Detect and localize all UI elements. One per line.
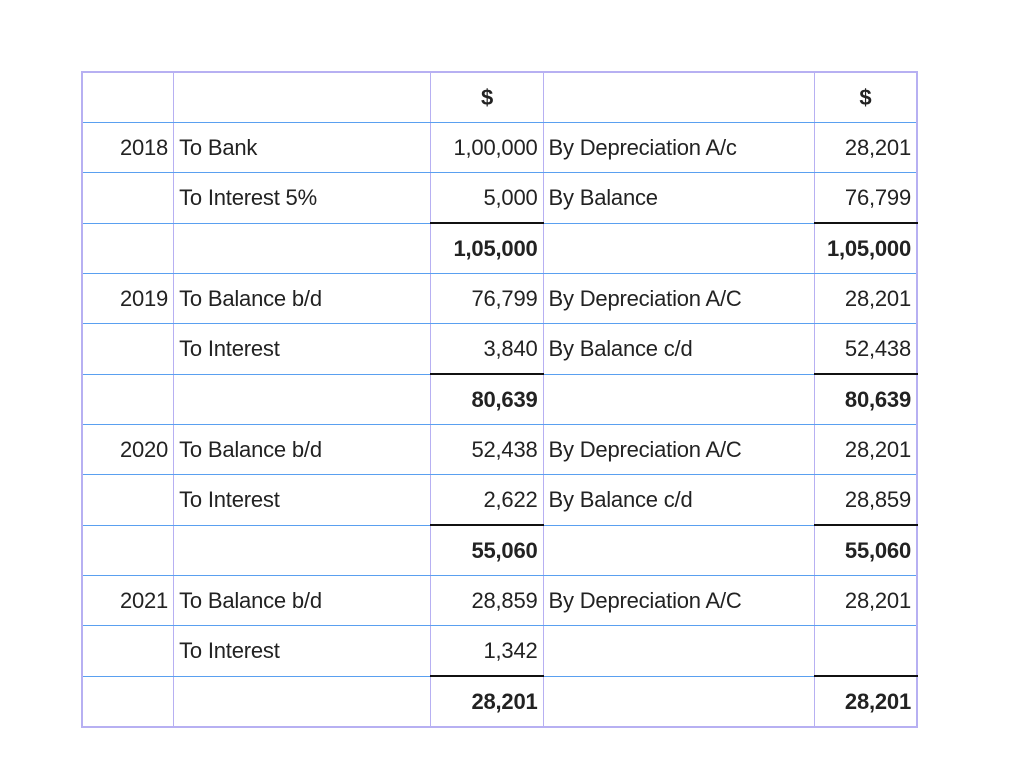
credit-particular-cell: By Balance	[543, 173, 814, 224]
year-cell: 2020	[82, 425, 174, 475]
credit-particular-cell: By Balance c/d	[543, 475, 814, 526]
debit-amount-cell: 1,05,000	[431, 223, 543, 274]
debit-particular-cell	[174, 223, 431, 274]
year-cell	[82, 676, 174, 727]
table-row	[82, 626, 917, 677]
year-cell	[82, 626, 174, 677]
debit-amount-cell: 80,639	[431, 374, 543, 425]
debit-amount-cell: 2,622	[431, 475, 543, 526]
total-row	[82, 223, 917, 274]
table-row	[82, 173, 917, 224]
debit-particular-cell	[174, 374, 431, 425]
year-cell	[82, 525, 174, 576]
total-row	[82, 525, 917, 576]
year-cell	[82, 475, 174, 526]
table-row	[82, 425, 917, 475]
credit-particular-cell: By Depreciation A/C	[543, 576, 814, 626]
credit-amount-cell: 28,201	[814, 576, 917, 626]
ledger-body	[82, 72, 917, 727]
table-row	[82, 324, 917, 375]
credit-amount-cell: 28,201	[814, 123, 917, 173]
credit-particular-cell	[543, 676, 814, 727]
header-year-cell	[82, 72, 174, 123]
credit-amount-cell: 28,201	[814, 274, 917, 324]
debit-particular-cell	[174, 676, 431, 727]
debit-particular-cell: To Interest	[174, 475, 431, 526]
debit-particular-cell: To Balance b/d	[174, 425, 431, 475]
credit-particular-cell: By Depreciation A/c	[543, 123, 814, 173]
credit-amount-cell: 28,201	[814, 425, 917, 475]
year-cell: 2018	[82, 123, 174, 173]
debit-particular-cell: To Interest	[174, 626, 431, 677]
header-debit-currency: $	[431, 72, 543, 123]
debit-particular-cell: To Bank	[174, 123, 431, 173]
debit-amount-cell: 3,840	[431, 324, 543, 375]
table-row	[82, 274, 917, 324]
total-row	[82, 676, 917, 727]
credit-particular-cell: By Depreciation A/C	[543, 274, 814, 324]
debit-amount-cell: 1,00,000	[431, 123, 543, 173]
table-row	[82, 123, 917, 173]
credit-amount-cell: 80,639	[814, 374, 917, 425]
header-credit-particular-cell	[543, 72, 814, 123]
header-row	[82, 72, 917, 123]
credit-amount-cell: 28,859	[814, 475, 917, 526]
debit-particular-cell: To Balance b/d	[174, 576, 431, 626]
credit-particular-cell	[543, 525, 814, 576]
year-cell	[82, 374, 174, 425]
table-row	[82, 576, 917, 626]
year-cell: 2019	[82, 274, 174, 324]
table-row	[82, 475, 917, 526]
header-credit-currency: $	[814, 72, 917, 123]
debit-amount-cell: 5,000	[431, 173, 543, 224]
debit-particular-cell: To Balance b/d	[174, 274, 431, 324]
credit-particular-cell: By Balance c/d	[543, 324, 814, 375]
credit-amount-cell: 55,060	[814, 525, 917, 576]
header-debit-particular-cell	[174, 72, 431, 123]
year-cell	[82, 324, 174, 375]
year-cell: 2021	[82, 576, 174, 626]
debit-amount-cell: 28,201	[431, 676, 543, 727]
debit-amount-cell: 1,342	[431, 626, 543, 677]
credit-particular-cell	[543, 626, 814, 677]
credit-amount-cell: 1,05,000	[814, 223, 917, 274]
credit-amount-cell: 28,201	[814, 676, 917, 727]
debit-amount-cell: 28,859	[431, 576, 543, 626]
debit-particular-cell: To Interest 5%	[174, 173, 431, 224]
year-cell	[82, 173, 174, 224]
credit-amount-cell	[814, 626, 917, 677]
ledger-table	[81, 71, 918, 728]
year-cell	[82, 223, 174, 274]
credit-particular-cell	[543, 223, 814, 274]
credit-amount-cell: 52,438	[814, 324, 917, 375]
debit-particular-cell: To Interest	[174, 324, 431, 375]
debit-particular-cell	[174, 525, 431, 576]
credit-amount-cell: 76,799	[814, 173, 917, 224]
debit-amount-cell: 52,438	[431, 425, 543, 475]
debit-amount-cell: 55,060	[431, 525, 543, 576]
credit-particular-cell	[543, 374, 814, 425]
debit-amount-cell: 76,799	[431, 274, 543, 324]
credit-particular-cell: By Depreciation A/C	[543, 425, 814, 475]
total-row	[82, 374, 917, 425]
